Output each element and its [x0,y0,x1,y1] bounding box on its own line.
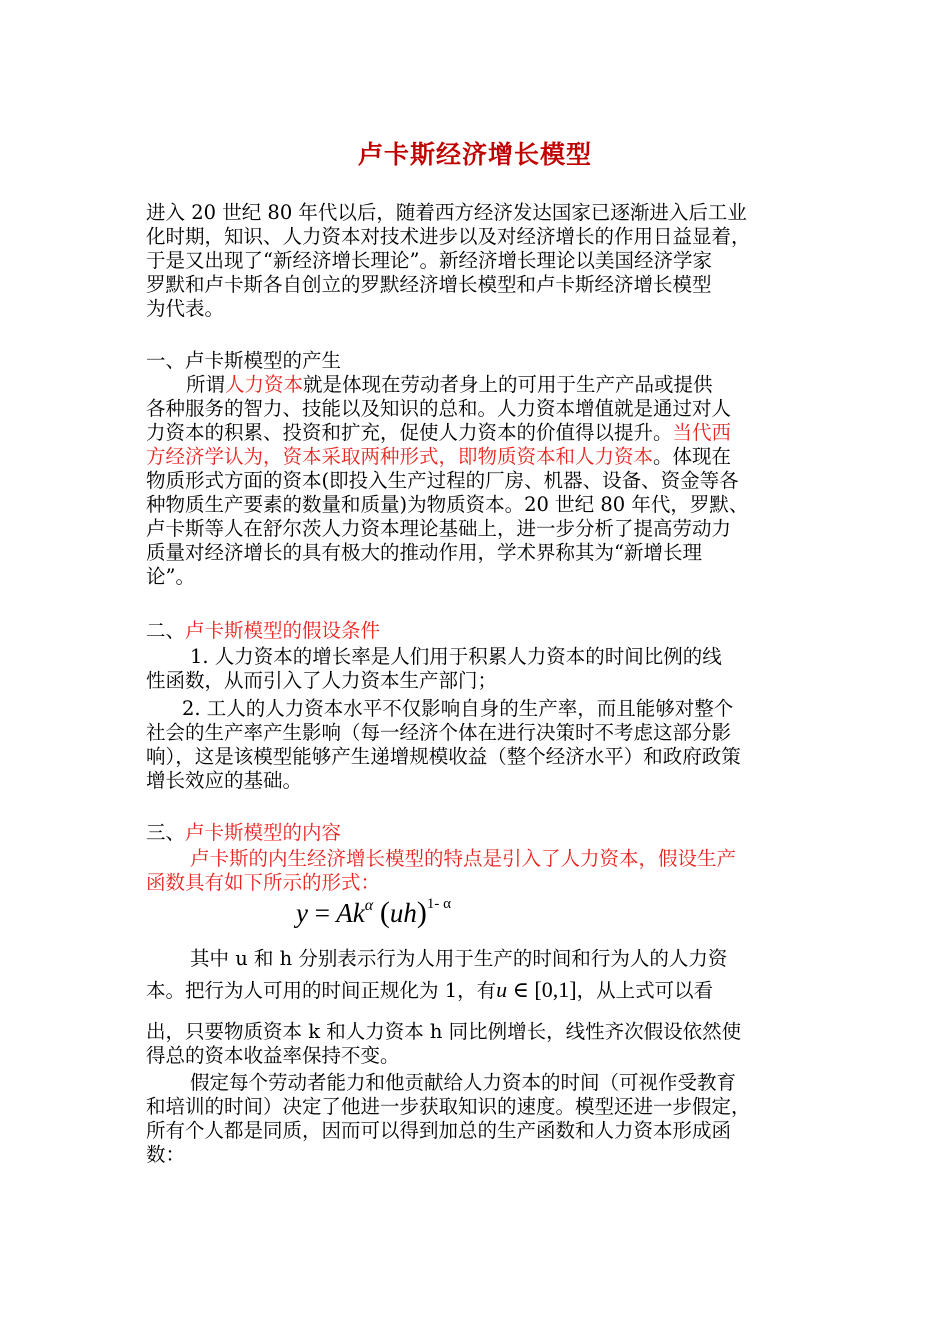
section3-line: 假定每个劳动者能力和他贡献给人力资本的时间（可视作受教育 [190,1071,737,1094]
intro-line: 进入 20 世纪 80 年代以后，随着西方经济发达国家已逐渐进入后工业 [146,201,747,224]
intro-line: 为代表。 [146,297,225,320]
highlighted-text: 方经济学认为，资本采取两种形式，即物质资本和人力资本 [146,445,654,468]
intro-line: 于是又出现了“新经济增长理论”。新经济增长理论以美国经济学家 [146,249,712,272]
section2-line: 2. 工人的人力资本水平不仅影响自身的生产率，而且能够对整个 [182,697,734,720]
section3-line: 出，只要物质资本 k 和人力资本 h 同比例增长，线性齐次假设依然使 [146,1020,742,1043]
section1-heading: 一、卢卡斯模型的产生 [146,349,342,372]
math-u: u [496,977,508,1002]
intro-line: 化时期，知识、人力资本对技术进步以及对经济增长的作用日益显着， [146,225,751,248]
text-run: 。体现在 [653,445,732,468]
highlighted-text: 人力资本 [225,373,304,396]
heading-text: 卢卡斯模型的内容 [185,821,342,844]
section3-line: 和培训的时间）决定了他进一步获取知识的速度。模型还进一步假定， [146,1095,751,1118]
formula-alpha: α [364,897,374,914]
section1-line: 各种服务的智力、技能以及知识的总和。人力资本增值就是通过对人 [146,397,732,420]
formula-rparen: ) [416,896,427,929]
section3-line [146,978,811,1003]
section2-line: 增长效应的基础。 [146,769,303,792]
text-run: ，从上式可以看 [576,979,714,1002]
production-function-formula [296,896,451,930]
intro-line: 罗默和卢卡斯各自创立的罗默经济增长模型和卢卡斯经济增长模型 [146,273,712,296]
section1-line: 物质形式方面的资本(即投入生产过程的厂房、机器、设备、资金等各 [146,469,739,492]
section3-line: 所有个人都是同质，因而可以得到加总的生产函数和人力资本形成函 [146,1119,732,1142]
text-run: 本。把行为人可用的时间正规化为 1，有 [146,979,497,1002]
text-run: 就是体现在劳动者身上的可用于生产产品或提供 [303,373,713,396]
formula-y: y [296,898,308,928]
section1-line: 质量对经济增长的具有极大的推动作用，学术界称其为“新增长理 [146,541,702,564]
section3-line: 其中 u 和 h 分别表示行为人用于生产的时间和行为人的人力资 [190,947,728,970]
section2-line: 响），这是该模型能够产生递增规模收益（整个经济水平）和政府政策 [146,745,741,768]
heading-number: 二、 [146,619,186,642]
math-set: [0,1] [534,977,577,1002]
section2-line: 性函数，从而引入了人力资本生产部门； [146,669,498,692]
heading-text: 卢卡斯模型的假设条件 [185,619,381,642]
section2-line: 社会的生产率产生影响（每一经济个体在进行决策时不考虑这部分影 [146,721,732,744]
text-run: 力资本的积累、投资和扩充，促使人力资本的价值得以提升。 [146,421,673,444]
section1-line [146,445,811,469]
page-title: 卢卡斯经济增长模型 [357,140,592,169]
formula-uh: uh [389,898,417,928]
section1-line: 论”。 [146,565,195,588]
section1-line [146,421,811,445]
text-run: 所谓 [186,373,226,396]
formula-exponent: 1- α [426,896,451,912]
section2-line: 1. 人力资本的增长率是人们用于积累人力资本的时间比例的线 [190,645,722,668]
section1-line: 卢卡斯等人在舒尔茨人力资本理论基础上，进一步分析了提高劳动力 [146,517,732,540]
section3-line: 得总的资本收益率保持不变。 [146,1044,400,1067]
section1-line: 种物质生产要素的数量和质量)为物质资本。20 世纪 80 年代，罗默、 [146,493,749,516]
section3-heading [146,821,811,845]
formula-k: k [352,898,365,928]
formula-A: A [336,898,353,928]
section1-line [146,373,851,397]
section3-red-line: 函数具有如下所示的形式： [146,871,381,894]
formula-lparen: ( [379,896,390,929]
math-in: ∈ [507,977,535,1002]
section3-line: 数： [146,1143,186,1166]
section3-red-line: 卢卡斯的内生经济增长模型的特点是引入了人力资本，假设生产 [190,847,737,870]
heading-number: 三、 [146,821,186,844]
inline-math [496,977,576,1002]
section2-heading [146,619,811,643]
formula-equals: = [314,898,330,928]
highlighted-text: 当代西 [672,421,732,444]
